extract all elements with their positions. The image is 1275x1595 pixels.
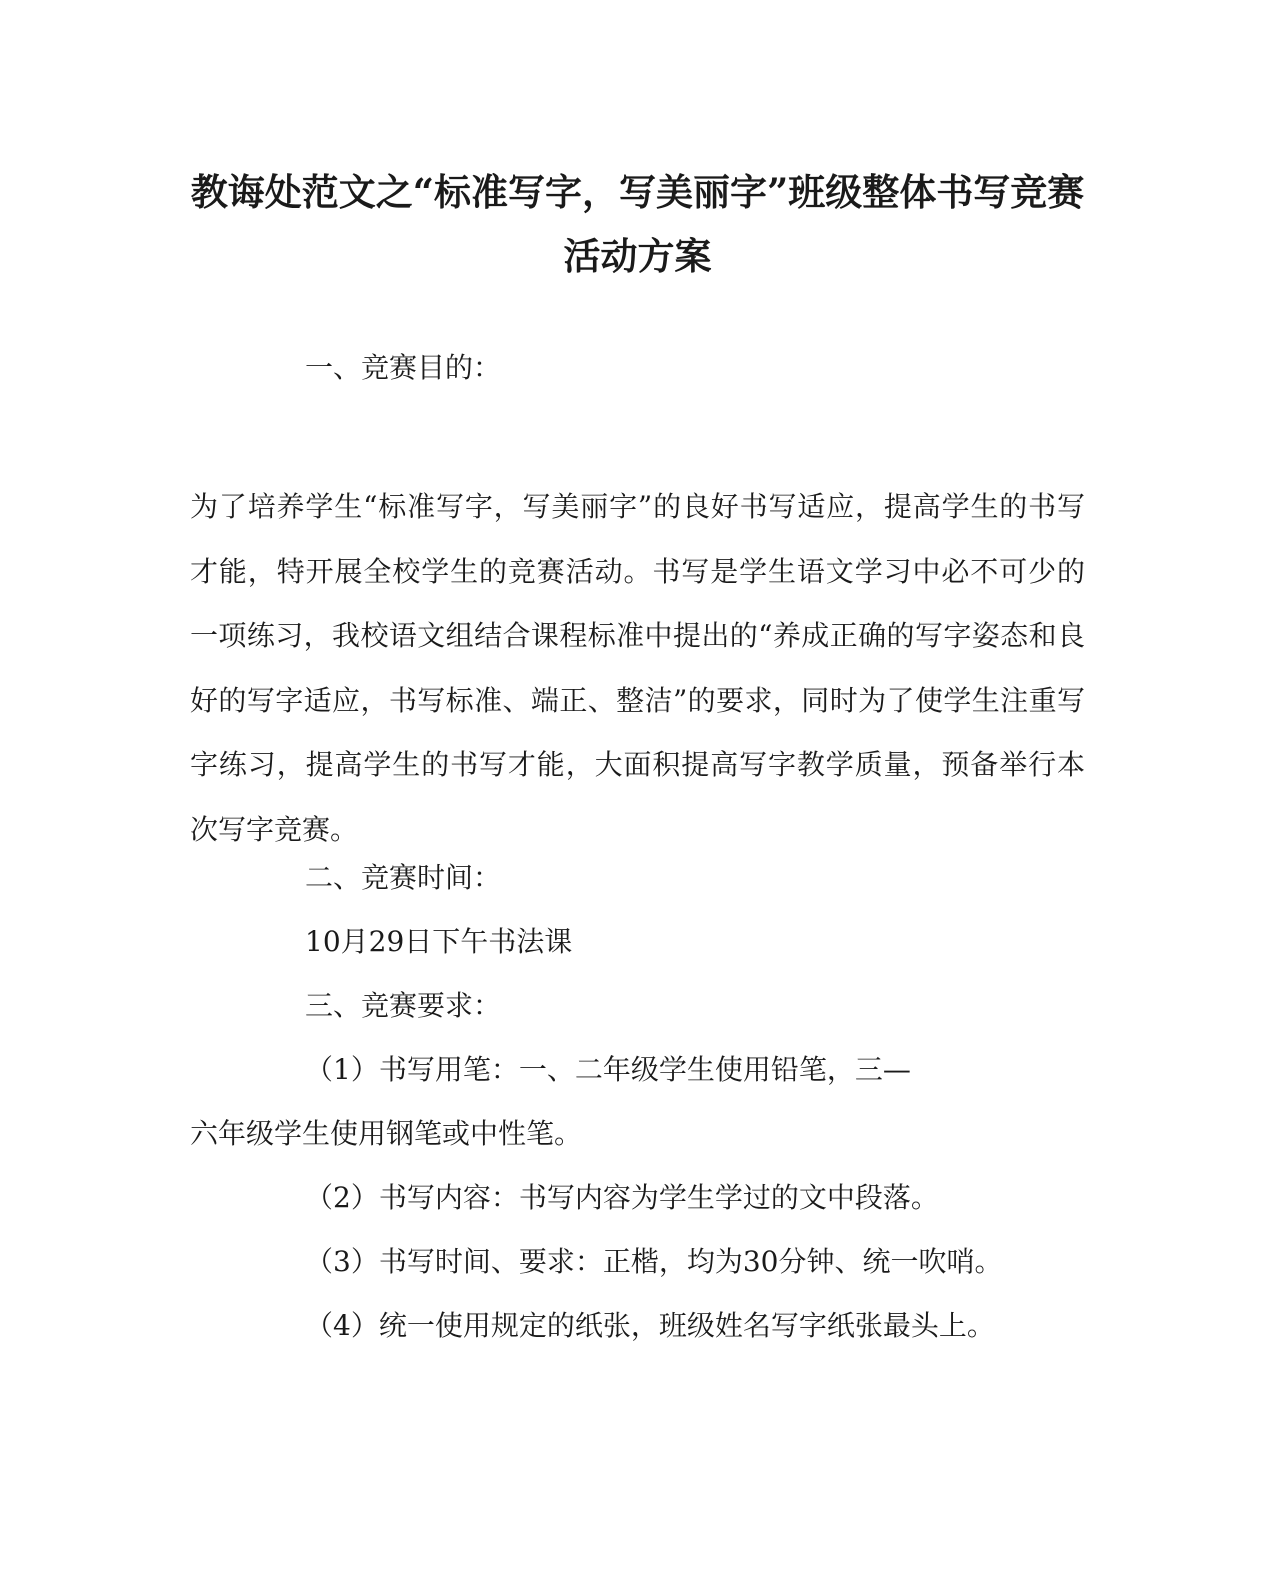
requirement-1-line-1: （1）书写用笔：一、二年级学生使用铅笔，三— bbox=[305, 1053, 911, 1086]
section-heading-requirements: 三、竞赛要求： bbox=[305, 989, 502, 1022]
section-heading-purpose: 一、竞赛目的： bbox=[305, 351, 502, 384]
requirement-4: （4）统一使用规定的纸张，班级姓名写字纸张最头上。 bbox=[305, 1309, 995, 1342]
requirement-1-line-2: 六年级学生使用钢笔或中性笔。 bbox=[190, 1117, 583, 1150]
requirement-2: （2）书写内容：书写内容为学生学过的文中段落。 bbox=[305, 1181, 939, 1214]
section-heading-time: 二、竞赛时间： bbox=[305, 861, 502, 894]
requirement-3: （3）书写时间、要求：正楷，均为30分钟、统一吹哨。 bbox=[305, 1245, 1003, 1278]
section-body-purpose: 为了培养学生“标准写字，写美丽字”的良好书写适应，提高学生的书写才能，特开展全校学生的竞赛活动。书写是学生语文学习中必不可少的一项练习，我校语文组结合课程标准中提出的“养成正确的写字姿态和良好的写字适应，书写标准、端正、整洁”的要求，同时为了使学生注重写字练习，提高学生的书写才能，大面积提高写字教学质量，预备举行本次写字竞赛。 bbox=[190, 490, 1085, 846]
section-body-time: 10月29日下午书法课 bbox=[305, 925, 573, 958]
document-title: 教诲处范文之“标准写字，写美丽字”班级整体书写竞赛活动方案 bbox=[190, 170, 1085, 278]
